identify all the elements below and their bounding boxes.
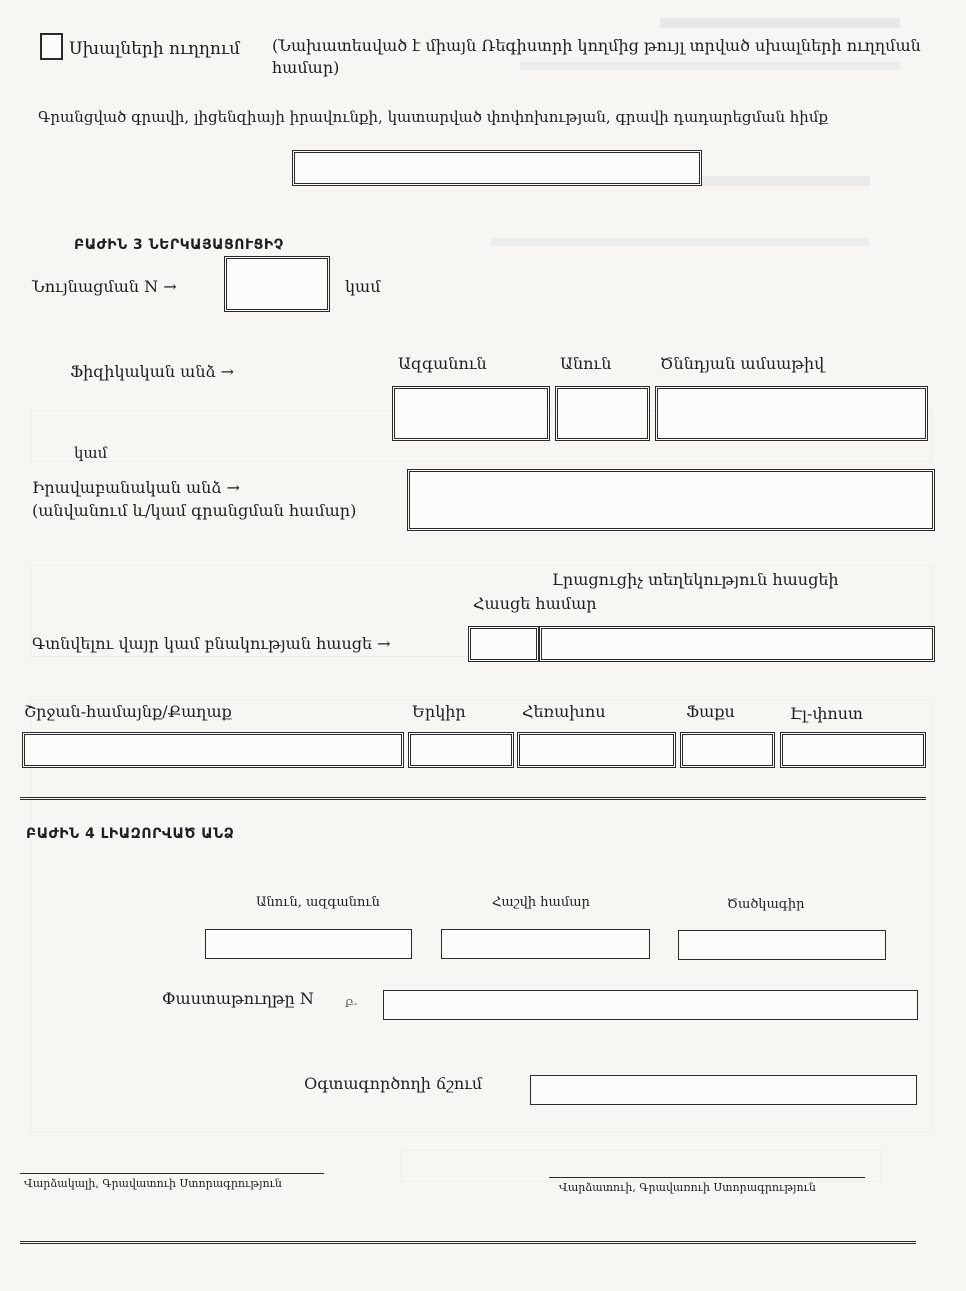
phone-label: Հեռախոս bbox=[522, 702, 606, 721]
id-number-label: Նույնացման N → bbox=[32, 277, 177, 296]
right-signature-label: Վարձատուի, Գրավառուի Ստորագրություն bbox=[559, 1181, 816, 1194]
name-surname-input[interactable] bbox=[205, 929, 412, 959]
correction-note: (Նախատեսված է միայն Ռեգիստրի կողմից թույլ տրված սխալների ուղղման համար) bbox=[272, 36, 921, 77]
correction-checkbox[interactable] bbox=[40, 33, 63, 60]
name-surname-label: Անուն, ազգանուն bbox=[256, 895, 380, 910]
phone-input[interactable] bbox=[517, 732, 676, 768]
surname-label: Ազգանուն bbox=[398, 354, 487, 373]
right-signature-line bbox=[549, 1177, 865, 1178]
legal-entity-input[interactable] bbox=[407, 469, 935, 531]
country-label: Երկիր bbox=[412, 702, 466, 721]
or-label: կամ bbox=[74, 444, 108, 462]
community-label: Շրջան-համայնք/Քաղաք bbox=[24, 702, 232, 721]
user-position-input[interactable] bbox=[530, 1075, 917, 1105]
location-label: Գտնվելու վայր կամ բնակության հասցե → bbox=[32, 634, 391, 653]
address-number-input[interactable] bbox=[468, 626, 539, 662]
legal-entity-sublabel: (անվանում և/կամ գրանցման համար) bbox=[32, 501, 357, 520]
additional-address-input[interactable] bbox=[539, 626, 935, 662]
legal-entity-label: Իրավաբանական անձ → bbox=[32, 478, 240, 497]
name-input[interactable] bbox=[555, 386, 650, 441]
surname-input[interactable] bbox=[392, 386, 550, 441]
code-input[interactable] bbox=[678, 930, 886, 960]
code-label: Ծածկագիր bbox=[727, 897, 805, 912]
email-label: Էլ-փոստ bbox=[790, 704, 863, 723]
document-number-input[interactable] bbox=[383, 990, 918, 1020]
name-label: Անուն bbox=[560, 354, 612, 373]
left-signature-label: Վարձակալի, Գրավատուի Ստորագրություն bbox=[24, 1177, 282, 1190]
correction-checkbox-label: Սխալների ուղղում bbox=[69, 39, 241, 59]
document-prefix: Բ- bbox=[345, 997, 358, 1010]
id-number-input[interactable] bbox=[224, 256, 330, 312]
left-signature-line bbox=[20, 1173, 324, 1174]
or-label: կամ bbox=[345, 277, 381, 296]
fax-input[interactable] bbox=[680, 732, 775, 768]
user-position-label: Օգտագործողի ճշում bbox=[304, 1074, 483, 1093]
account-number-label: Հաշվի համար bbox=[492, 895, 590, 910]
section3-title: ԲԱԺԻՆ 3 ՆԵՐԿԱՅԱՑՈՒՑԻՉ bbox=[74, 237, 284, 253]
birth-date-label: Ծննդյան ամսաթիվ bbox=[660, 354, 825, 373]
country-input[interactable] bbox=[408, 732, 514, 768]
reason-label: Գրանցված գրավի, լիցենզիայի իրավունքի, կատարված փոփոխության, գրավի դադարեցման հիմք bbox=[38, 108, 829, 126]
community-input[interactable] bbox=[22, 732, 404, 768]
bottom-divider bbox=[20, 1241, 916, 1244]
birth-date-input[interactable] bbox=[655, 386, 928, 441]
fax-label: Ֆաքս bbox=[686, 702, 735, 721]
reason-input[interactable] bbox=[292, 150, 702, 186]
section-divider bbox=[20, 797, 926, 800]
additional-address-label: Լրացուցիչ տեղեկություն հասցեի bbox=[552, 570, 839, 589]
email-input[interactable] bbox=[780, 732, 926, 768]
natural-person-label: Ֆիզիկական անձ → bbox=[70, 362, 235, 381]
address-number-label: Հասցե համար bbox=[473, 594, 597, 613]
section4-title: ԲԱԺԻՆ 4 ԼԻԱԶՈՐՎԱԾ ԱՆՁ bbox=[26, 826, 235, 842]
account-number-input[interactable] bbox=[441, 929, 650, 959]
document-number-label: Փաստաթուղթը N bbox=[162, 989, 314, 1008]
